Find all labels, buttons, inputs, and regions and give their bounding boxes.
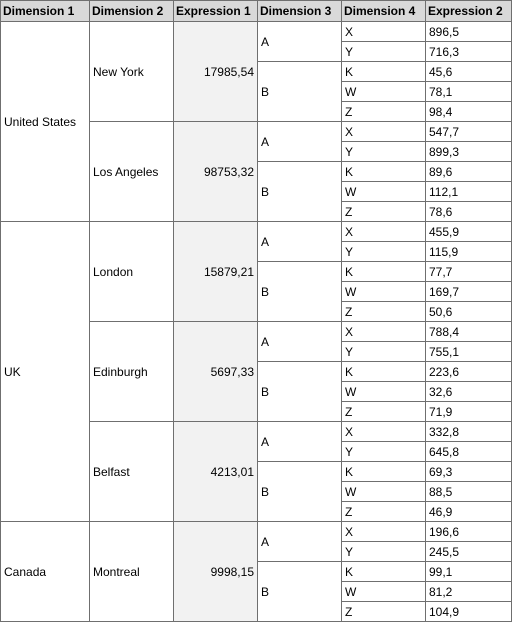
cell-dimension-4: Y — [342, 542, 426, 562]
cell-expression-2: 45,6 — [426, 62, 512, 82]
cell-dimension-4: W — [342, 82, 426, 102]
cell-expression-2: 223,6 — [426, 362, 512, 382]
cell-expression-2: 788,4 — [426, 322, 512, 342]
cell-dimension-4: X — [342, 322, 426, 342]
cell-dimension-4: X — [342, 22, 426, 42]
cell-expression-2: 115,9 — [426, 242, 512, 262]
cell-expression-2: 98,4 — [426, 102, 512, 122]
cell-expression-1: 4213,01 — [174, 422, 258, 522]
cell-expression-2: 332,8 — [426, 422, 512, 442]
cell-dimension-2: Edinburgh — [90, 322, 174, 422]
cell-expression-2: 645,8 — [426, 442, 512, 462]
cell-expression-2: 716,3 — [426, 42, 512, 62]
cell-dimension-3: A — [258, 322, 342, 362]
cell-dimension-2: London — [90, 222, 174, 322]
cell-dimension-4: Z — [342, 202, 426, 222]
cell-dimension-4: K — [342, 162, 426, 182]
header-dimension-3: Dimension 3 — [258, 0, 342, 22]
cell-dimension-4: K — [342, 62, 426, 82]
cell-expression-2: 71,9 — [426, 402, 512, 422]
cell-dimension-4: X — [342, 122, 426, 142]
cell-dimension-4: Y — [342, 142, 426, 162]
cell-expression-2: 112,1 — [426, 182, 512, 202]
cell-dimension-4: K — [342, 262, 426, 282]
cell-expression-2: 46,9 — [426, 502, 512, 522]
cell-expression-2: 77,7 — [426, 262, 512, 282]
cell-dimension-3: B — [258, 262, 342, 322]
cell-dimension-4: X — [342, 422, 426, 442]
cell-expression-1: 5697,33 — [174, 322, 258, 422]
cell-dimension-3: B — [258, 162, 342, 222]
cell-dimension-2: Belfast — [90, 422, 174, 522]
cell-expression-1: 98753,32 — [174, 122, 258, 222]
cell-expression-2: 896,5 — [426, 22, 512, 42]
cell-dimension-4: K — [342, 362, 426, 382]
cell-expression-2: 99,1 — [426, 562, 512, 582]
header-expression-1: Expression 1 — [174, 0, 258, 22]
cell-expression-2: 245,5 — [426, 542, 512, 562]
cell-dimension-3: A — [258, 222, 342, 262]
cell-dimension-4: Y — [342, 342, 426, 362]
cell-expression-2: 196,6 — [426, 522, 512, 542]
cell-expression-1: 17985,54 — [174, 22, 258, 122]
cell-dimension-4: W — [342, 382, 426, 402]
header-dimension-2: Dimension 2 — [90, 0, 174, 22]
cell-expression-2: 69,3 — [426, 462, 512, 482]
cell-dimension-1: UK — [0, 222, 90, 522]
cell-dimension-4: K — [342, 562, 426, 582]
cell-dimension-3: A — [258, 522, 342, 562]
header-dimension-1: Dimension 1 — [0, 0, 90, 22]
cell-expression-2: 169,7 — [426, 282, 512, 302]
cell-expression-2: 755,1 — [426, 342, 512, 362]
cell-dimension-4: Z — [342, 402, 426, 422]
cell-expression-1: 15879,21 — [174, 222, 258, 322]
cell-dimension-2: Montreal — [90, 522, 174, 622]
header-dimension-4: Dimension 4 — [342, 0, 426, 22]
cell-dimension-3: B — [258, 462, 342, 522]
cell-dimension-3: A — [258, 122, 342, 162]
cell-dimension-3: B — [258, 362, 342, 422]
cell-dimension-4: K — [342, 462, 426, 482]
cell-expression-2: 78,6 — [426, 202, 512, 222]
cell-expression-2: 81,2 — [426, 582, 512, 602]
cell-dimension-4: W — [342, 482, 426, 502]
cell-dimension-4: Y — [342, 242, 426, 262]
cell-expression-2: 50,6 — [426, 302, 512, 322]
cell-dimension-4: Z — [342, 302, 426, 322]
cell-dimension-4: X — [342, 222, 426, 242]
cell-expression-2: 899,3 — [426, 142, 512, 162]
cell-dimension-4: X — [342, 522, 426, 542]
cell-expression-2: 455,9 — [426, 222, 512, 242]
cell-dimension-4: Z — [342, 502, 426, 522]
cell-dimension-4: Y — [342, 42, 426, 62]
cell-dimension-2: New York — [90, 22, 174, 122]
cell-expression-2: 32,6 — [426, 382, 512, 402]
cell-dimension-4: W — [342, 182, 426, 202]
cell-dimension-2: Los Angeles — [90, 122, 174, 222]
cell-dimension-4: Z — [342, 102, 426, 122]
cell-dimension-3: B — [258, 562, 342, 622]
cell-expression-1: 9998,15 — [174, 522, 258, 622]
cell-expression-2: 88,5 — [426, 482, 512, 502]
cell-expression-2: 78,1 — [426, 82, 512, 102]
cell-dimension-3: B — [258, 62, 342, 122]
cell-dimension-3: A — [258, 422, 342, 462]
header-expression-2: Expression 2 — [426, 0, 512, 22]
cell-dimension-4: Y — [342, 442, 426, 462]
cell-dimension-4: W — [342, 582, 426, 602]
cell-dimension-4: W — [342, 282, 426, 302]
cell-expression-2: 89,6 — [426, 162, 512, 182]
cell-expression-2: 547,7 — [426, 122, 512, 142]
cell-dimension-1: Canada — [0, 522, 90, 622]
cell-dimension-1: United States — [0, 22, 90, 222]
cell-expression-2: 104,9 — [426, 602, 512, 622]
cell-dimension-4: Z — [342, 602, 426, 622]
cell-dimension-3: A — [258, 22, 342, 62]
